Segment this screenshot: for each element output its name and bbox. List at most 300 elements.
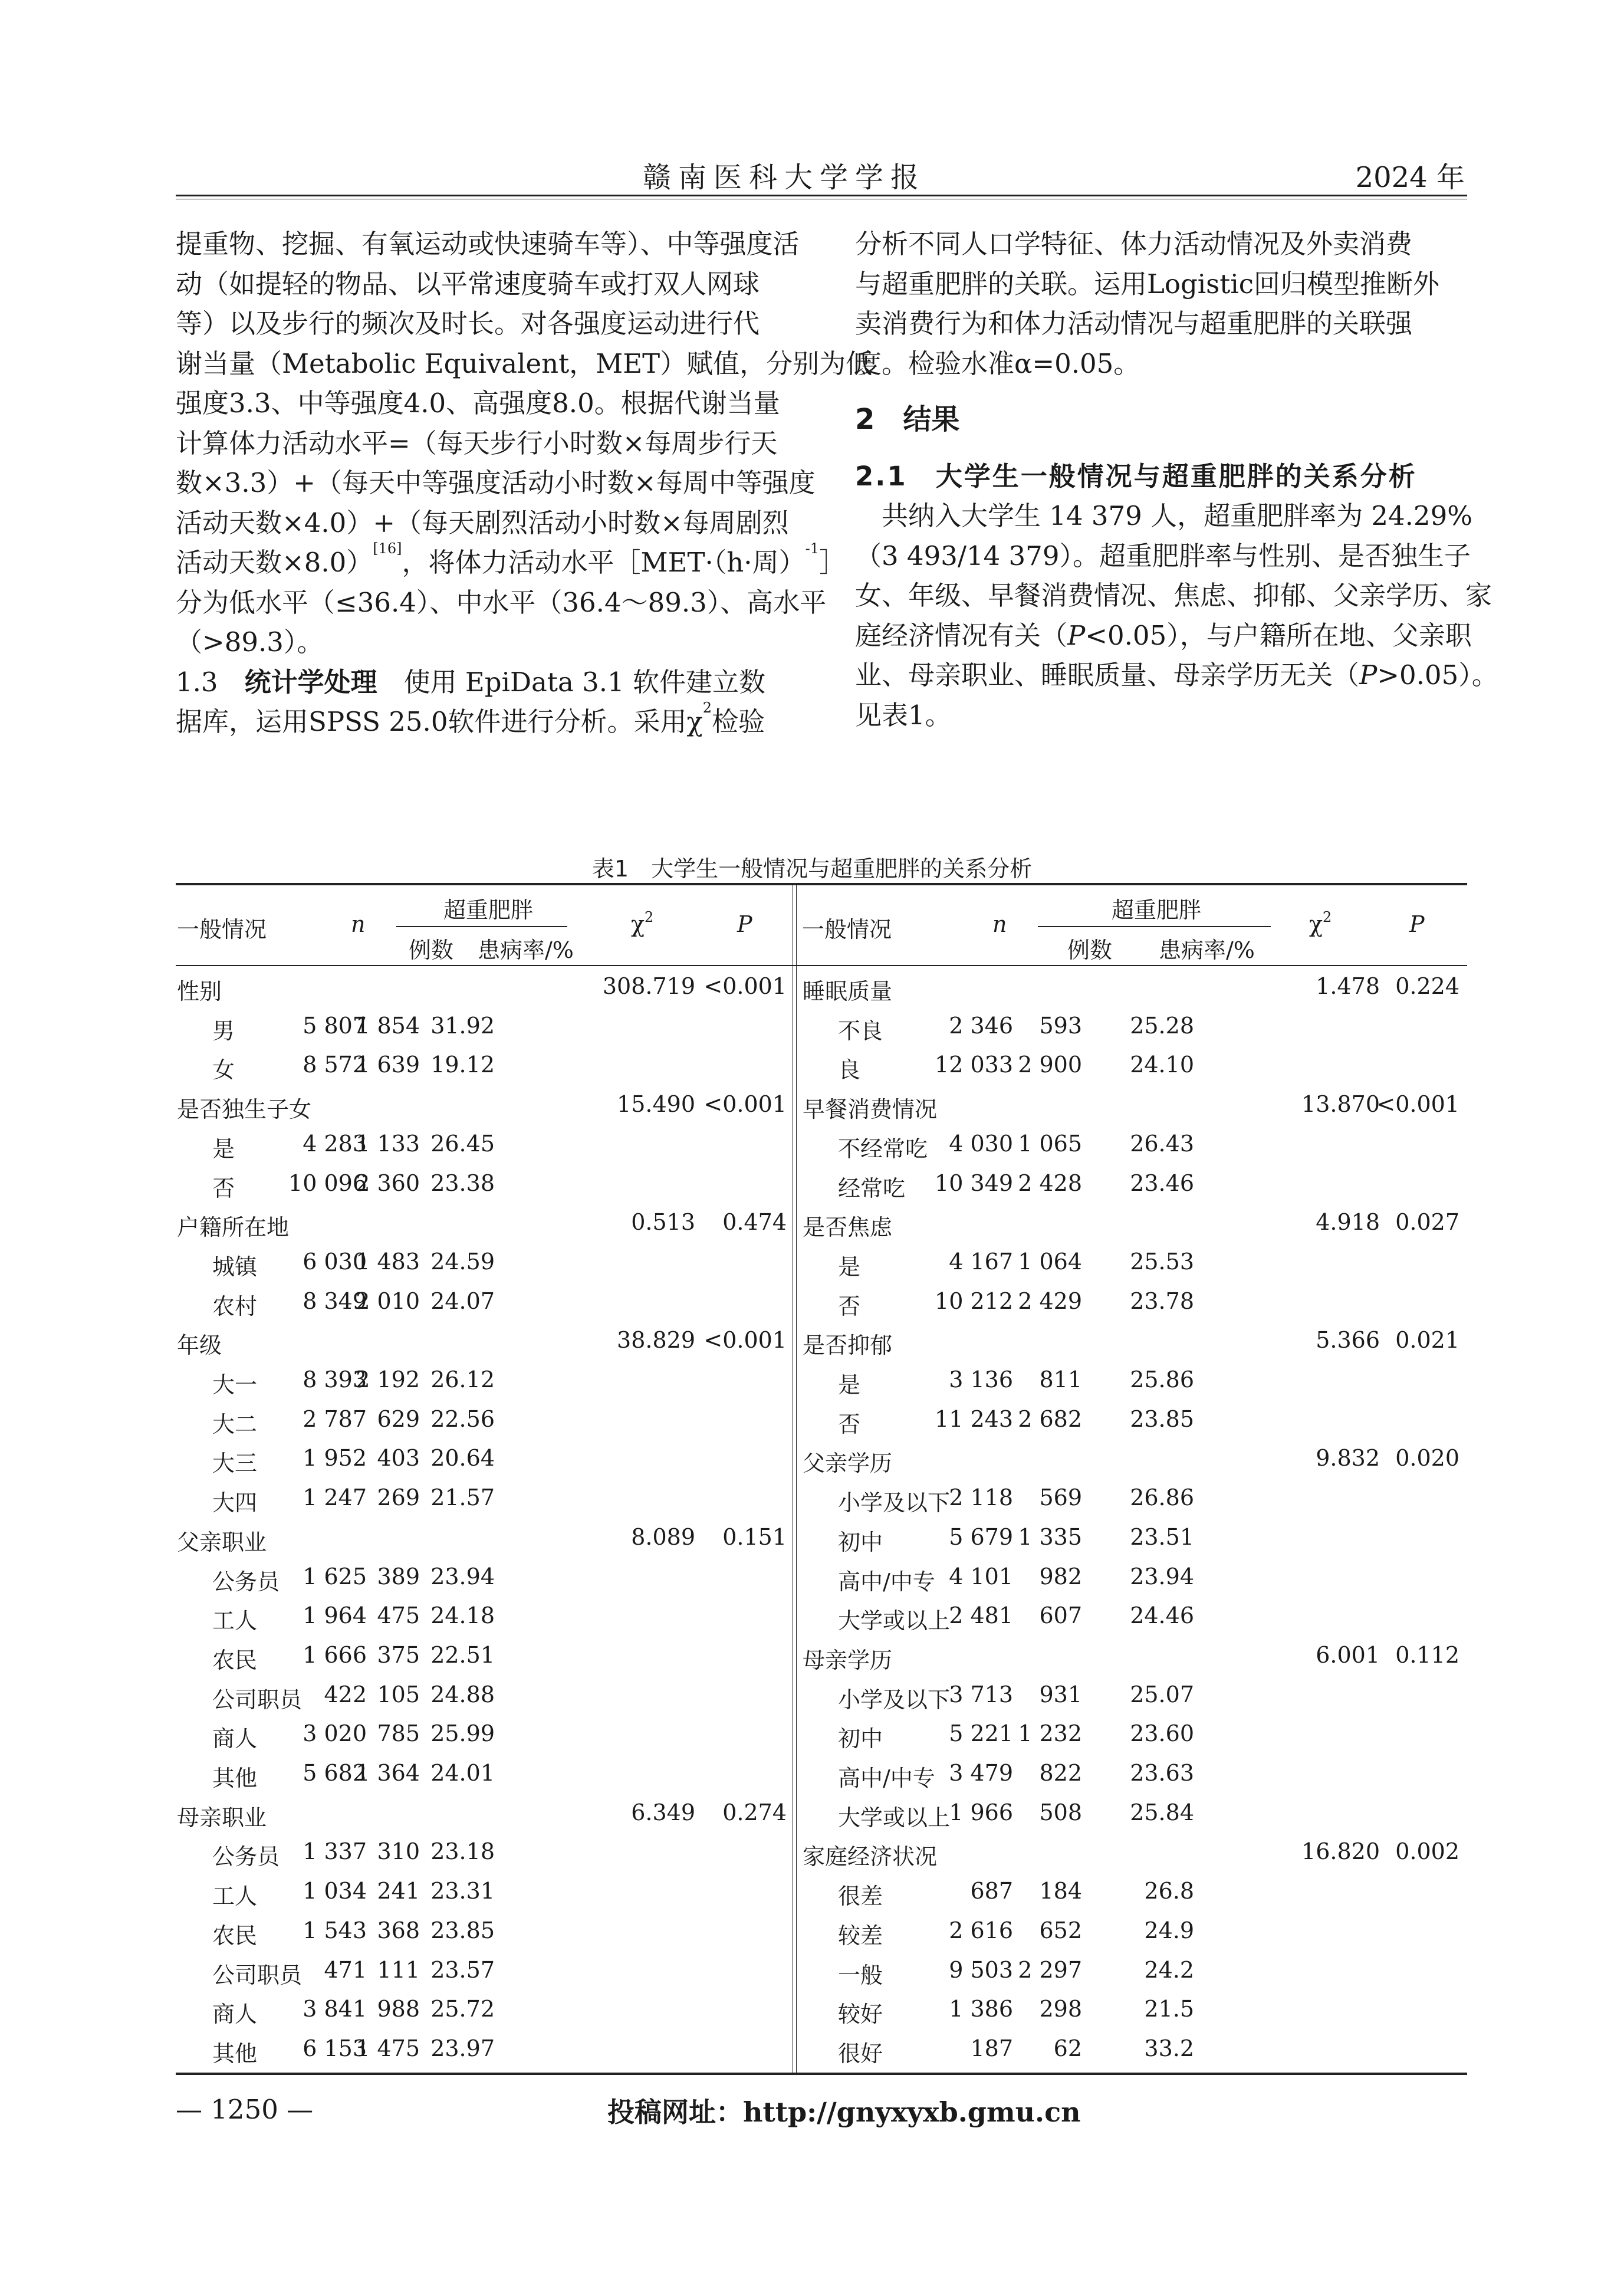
cell-rate: 23.31 xyxy=(430,1878,495,1904)
cell-count: 1 064 xyxy=(1018,1248,1082,1275)
table-row xyxy=(797,1362,1468,1401)
th-count-right: 例数 xyxy=(1067,937,1113,963)
cell-chi-square: 1.478 xyxy=(1316,973,1380,999)
th-general-right: 一般情况 xyxy=(802,917,892,943)
cell-p-value: 0.274 xyxy=(722,1799,787,1825)
cell-rate: 23.85 xyxy=(430,1917,495,1943)
text-segment: >0.05）。 xyxy=(1377,659,1498,691)
cell-rate: 25.28 xyxy=(1130,1012,1194,1039)
cell-n: 3 841 xyxy=(303,1996,367,2022)
row-label: 早餐消费情况 xyxy=(803,1096,938,1123)
table-bottom-rule xyxy=(176,2073,1467,2075)
row-label: 其他 xyxy=(212,2040,258,2067)
table-row xyxy=(797,1440,1468,1480)
submission-url: 投稿网址：http://gnyxyxb.gmu.cn xyxy=(607,2096,1081,2128)
cell-count: 1 335 xyxy=(1018,1523,1082,1550)
row-label: 是 xyxy=(838,1372,861,1398)
cell-rate: 23.46 xyxy=(1130,1170,1194,1196)
cell-count: 269 xyxy=(377,1485,420,1511)
group-rule-right xyxy=(1038,926,1271,927)
cell-rate: 26.86 xyxy=(1130,1485,1194,1511)
left-text-column xyxy=(176,224,873,742)
cell-count: 1 232 xyxy=(1018,1720,1082,1747)
cell-count: 2 297 xyxy=(1018,1956,1082,1983)
table-row xyxy=(176,2031,793,2070)
table-row xyxy=(797,1716,1468,1755)
cell-n: 10 212 xyxy=(935,1288,1013,1314)
section-1-3-line xyxy=(176,662,798,702)
cell-count: 2 682 xyxy=(1018,1406,1082,1432)
cell-n: 687 xyxy=(970,1878,1013,1904)
cell-n: 11 243 xyxy=(935,1406,1013,1432)
row-label: 不良 xyxy=(838,1017,883,1044)
cell-count: 1 364 xyxy=(356,1760,420,1786)
body-line: 活动天数×4.0）+（每天剧烈活动小时数×每周剧烈 xyxy=(176,507,789,538)
row-label: 工人 xyxy=(212,1883,258,1910)
table-row xyxy=(797,1283,1468,1323)
cell-count: 111 xyxy=(377,1956,420,1983)
body-line: 计算体力活动水平=（每天步行小时数×每周步行天 xyxy=(176,427,778,459)
text-segment: 据库，运用SPSS 25.0软件进行分析。采用χ xyxy=(176,706,703,737)
cell-rate: 21.5 xyxy=(1144,1996,1194,2022)
cell-n: 4 030 xyxy=(949,1130,1013,1157)
cell-rate: 31.92 xyxy=(430,1012,495,1039)
body-line: 分析不同人口学特征、体力活动情况及外卖消费 xyxy=(855,228,1413,260)
text-segment: 活动天数×8.0） xyxy=(176,547,373,578)
cell-n: 1 247 xyxy=(303,1485,367,1511)
row-label: 农民 xyxy=(212,1922,258,1949)
cell-count: 241 xyxy=(377,1878,420,1904)
cell-n: 1 543 xyxy=(303,1917,367,1943)
table-row xyxy=(176,1401,793,1441)
cell-n: 471 xyxy=(324,1956,367,1983)
row-label: 商人 xyxy=(212,1726,258,1752)
cell-n: 5 682 xyxy=(303,1760,367,1786)
cell-count: 988 xyxy=(377,1996,420,2022)
table-row xyxy=(176,1126,793,1165)
row-label: 较差 xyxy=(838,1922,883,1949)
cell-rate: 24.10 xyxy=(1130,1052,1194,1078)
cell-count: 2 192 xyxy=(356,1367,420,1393)
table-row xyxy=(797,1480,1468,1519)
cell-n: 1 034 xyxy=(303,1878,367,1904)
header-rule xyxy=(176,195,1467,196)
cell-p-value: 0.474 xyxy=(722,1209,787,1236)
cell-n: 1 625 xyxy=(303,1563,367,1590)
cell-n: 4 167 xyxy=(949,1248,1013,1275)
table-row xyxy=(797,1519,1468,1559)
row-label: 是否抑郁 xyxy=(803,1332,893,1359)
row-label: 其他 xyxy=(212,1765,258,1791)
row-label: 否 xyxy=(212,1175,235,1201)
cell-count: 2 428 xyxy=(1018,1170,1082,1196)
table-row xyxy=(176,1165,793,1205)
row-label: 商人 xyxy=(212,2001,258,2028)
body-line: 强度3.3、中等强度4.0、高强度8.0。根据代谢当量 xyxy=(176,388,780,419)
row-label: 父亲职业 xyxy=(177,1529,267,1555)
cell-count: 982 xyxy=(1039,1563,1082,1590)
cell-chi-square: 6.349 xyxy=(631,1799,695,1825)
row-label: 工人 xyxy=(212,1608,258,1634)
table-row xyxy=(797,1165,1468,1205)
row-label: 大学或以上 xyxy=(838,1608,951,1634)
table-row xyxy=(797,1401,1468,1441)
cell-n: 5 221 xyxy=(949,1720,1013,1747)
table-row xyxy=(176,1204,793,1244)
row-label: 户籍所在地 xyxy=(177,1214,290,1241)
cell-n: 1 966 xyxy=(949,1799,1013,1825)
cell-chi-square: 9.832 xyxy=(1316,1445,1380,1472)
table-row xyxy=(797,1755,1468,1795)
row-label: 是否独生子女 xyxy=(177,1096,312,1123)
cell-rate: 25.07 xyxy=(1130,1681,1194,1707)
table-row xyxy=(797,1991,1468,2031)
th-rate-left: 患病率/% xyxy=(478,937,574,963)
cell-rate: 24.2 xyxy=(1144,1956,1194,1983)
chi-symbol: χ xyxy=(1309,911,1323,937)
cell-n: 10 096 xyxy=(288,1170,367,1196)
cell-n: 2 346 xyxy=(949,1012,1013,1039)
cell-count: 1 065 xyxy=(1018,1130,1082,1157)
row-label: 农村 xyxy=(212,1293,258,1319)
body-line: 共纳入大学生 14 379 人，超重肥胖率为 24.29% xyxy=(882,500,1472,531)
body-line xyxy=(855,655,1498,695)
body-line: 卖消费行为和体力活动情况与超重肥胖的关联强 xyxy=(855,308,1413,339)
table-row xyxy=(176,1716,793,1755)
table-row xyxy=(176,1873,793,1913)
cell-count: 569 xyxy=(1039,1485,1082,1511)
body-line: 谢当量（Metabolic Equivalent，MET）赋值，分别为低 xyxy=(176,347,873,379)
cell-n: 5 807 xyxy=(303,1012,367,1039)
cell-chi-square: 8.089 xyxy=(631,1523,695,1550)
cell-count: 822 xyxy=(1039,1760,1082,1786)
table-row xyxy=(797,2031,1468,2070)
cell-count: 1 854 xyxy=(356,1012,420,1039)
th-n-right: n xyxy=(992,911,1007,937)
cell-n: 3 479 xyxy=(949,1760,1013,1786)
row-label: 高中/中专 xyxy=(838,1765,935,1791)
cell-n: 1 952 xyxy=(303,1445,367,1472)
body-line: 动（如提轻的物品、以平常速度骑车或打双人网球 xyxy=(176,268,760,300)
row-label: 良 xyxy=(838,1057,861,1083)
cell-p-value: <0.001 xyxy=(1376,1091,1459,1118)
cell-p-value: <0.001 xyxy=(703,973,787,999)
cell-rate: 23.94 xyxy=(1130,1563,1194,1590)
row-label: 一般 xyxy=(838,1962,883,1988)
row-label: 公司职员 xyxy=(212,1962,303,1988)
row-label: 很差 xyxy=(838,1883,883,1910)
table-top-rule xyxy=(176,883,1467,885)
table-row xyxy=(176,1519,793,1559)
cell-rate: 24.59 xyxy=(430,1248,495,1275)
table-row xyxy=(176,1952,793,1992)
cell-rate: 24.07 xyxy=(430,1288,495,1314)
row-label: 较好 xyxy=(838,2001,883,2028)
table-row xyxy=(176,1244,793,1283)
cell-rate: 25.72 xyxy=(430,1996,495,2022)
cell-rate: 21.57 xyxy=(430,1485,495,1511)
cell-count: 2 900 xyxy=(1018,1052,1082,1078)
cell-n: 8 393 xyxy=(303,1367,367,1393)
cell-rate: 25.53 xyxy=(1130,1248,1194,1275)
th-p-right: P xyxy=(1409,911,1425,937)
cell-count: 2 360 xyxy=(356,1170,420,1196)
cell-count: 2 010 xyxy=(356,1288,420,1314)
cell-rate: 26.45 xyxy=(430,1130,495,1157)
cell-n: 3 713 xyxy=(949,1681,1013,1707)
row-label: 不经常吃 xyxy=(838,1135,928,1162)
cell-p-value: 0.020 xyxy=(1395,1445,1459,1472)
citation-ref: [16] xyxy=(373,540,402,557)
p-symbol: P xyxy=(1359,659,1378,691)
unit-exponent: -1 xyxy=(805,540,819,557)
row-label: 男 xyxy=(212,1017,235,1044)
row-label: 年级 xyxy=(177,1332,222,1359)
row-label: 初中 xyxy=(838,1529,883,1555)
cell-count: 310 xyxy=(377,1838,420,1865)
cell-rate: 25.99 xyxy=(430,1720,495,1747)
table-row xyxy=(797,1834,1468,1873)
cell-rate: 24.88 xyxy=(430,1681,495,1707)
cell-count: 1 483 xyxy=(356,1248,420,1275)
cell-p-value: 0.224 xyxy=(1395,973,1459,999)
cell-p-value: <0.001 xyxy=(703,1091,787,1118)
cell-count: 375 xyxy=(377,1641,420,1668)
cell-count: 184 xyxy=(1039,1878,1082,1904)
cell-count: 811 xyxy=(1039,1367,1082,1393)
cell-rate: 23.38 xyxy=(430,1170,495,1196)
cell-rate: 33.2 xyxy=(1144,2035,1194,2061)
table-row xyxy=(797,968,1468,1008)
cell-rate: 23.57 xyxy=(430,1956,495,1983)
row-label: 是 xyxy=(838,1253,861,1280)
cell-rate: 24.46 xyxy=(1130,1602,1194,1629)
cell-chi-square: 0.513 xyxy=(631,1209,695,1236)
body-line: 女、年级、早餐消费情况、焦虑、抑郁、父亲学历、家 xyxy=(855,580,1492,611)
cell-rate: 23.94 xyxy=(430,1563,495,1590)
cell-chi-square: 4.918 xyxy=(1316,1209,1380,1236)
row-label: 母亲学历 xyxy=(803,1647,893,1673)
table-row xyxy=(797,1244,1468,1283)
cell-rate: 23.85 xyxy=(1130,1406,1194,1432)
table-row xyxy=(797,1598,1468,1637)
cell-p-value: 0.002 xyxy=(1395,1838,1459,1865)
th-n-left: n xyxy=(351,911,366,937)
text-segment: ，将体力活动水平［MET·（h·周） xyxy=(402,547,806,578)
table-row xyxy=(176,1559,793,1598)
body-line xyxy=(855,616,1472,656)
row-label: 性别 xyxy=(177,978,222,1004)
cell-count: 2 429 xyxy=(1018,1288,1082,1314)
table-row xyxy=(176,1283,793,1323)
table-row xyxy=(176,1047,793,1086)
cell-rate: 22.56 xyxy=(430,1406,495,1432)
cell-chi-square: 13.870 xyxy=(1301,1091,1380,1118)
row-label: 睡眠质量 xyxy=(803,978,893,1004)
cell-n: 10 349 xyxy=(935,1170,1013,1196)
cell-n: 2 616 xyxy=(949,1917,1013,1943)
cell-n: 187 xyxy=(970,2035,1013,2061)
cell-count: 105 xyxy=(377,1681,420,1707)
table-row xyxy=(797,1637,1468,1677)
row-label: 否 xyxy=(838,1411,861,1437)
cell-n: 1 337 xyxy=(303,1838,367,1865)
group-rule-left xyxy=(396,926,567,927)
text-segment: 业、母亲职业、睡眠质量、母亲学历无关（ xyxy=(855,659,1360,691)
cell-rate: 23.51 xyxy=(1130,1523,1194,1550)
row-label: 母亲职业 xyxy=(177,1804,267,1831)
cell-rate: 23.97 xyxy=(430,2035,495,2061)
th-chi-right xyxy=(1309,911,1332,937)
cell-n: 2 787 xyxy=(303,1406,367,1432)
table-row xyxy=(176,1480,793,1519)
body-line: （>89.3）。 xyxy=(176,626,324,658)
row-label: 很好 xyxy=(838,2040,883,2067)
right-text-column xyxy=(855,224,1498,735)
cell-rate: 23.78 xyxy=(1130,1288,1194,1314)
body-line: （3 493/14 379）。超重肥胖率与性别、是否独生子 xyxy=(855,540,1471,572)
cell-rate: 25.86 xyxy=(1130,1367,1194,1393)
table-header-rule xyxy=(176,965,1467,966)
cell-count: 475 xyxy=(377,1602,420,1629)
cell-n: 2 481 xyxy=(949,1602,1013,1629)
cell-rate: 24.18 xyxy=(430,1602,495,1629)
cell-p-value: <0.001 xyxy=(703,1327,787,1354)
cell-count: 403 xyxy=(377,1445,420,1472)
row-label: 公司职员 xyxy=(212,1686,303,1713)
text-segment: 使用 EpiData 3.1 软件建立数 xyxy=(403,666,765,698)
row-label: 城镇 xyxy=(212,1253,258,1280)
cell-n: 3 020 xyxy=(303,1720,367,1747)
table-row xyxy=(176,1637,793,1677)
row-label: 高中/中专 xyxy=(838,1568,935,1595)
cell-p-value: 0.021 xyxy=(1395,1327,1459,1354)
table-row xyxy=(176,1598,793,1637)
cell-count: 62 xyxy=(1053,2035,1082,2061)
table-row xyxy=(176,1677,793,1716)
chi-exponent: 2 xyxy=(702,700,712,716)
table-row xyxy=(797,1086,1468,1126)
cell-rate: 24.01 xyxy=(430,1760,495,1786)
cell-n: 1 666 xyxy=(303,1641,367,1668)
cell-rate: 20.64 xyxy=(430,1445,495,1472)
section-2-1-heading: 2.1 大学生一般情况与超重肥胖的关系分析 xyxy=(855,460,1417,492)
text-segment: 庭经济情况有关（ xyxy=(855,619,1068,651)
row-label: 大三 xyxy=(212,1450,258,1477)
table-row xyxy=(797,1204,1468,1244)
table-row xyxy=(797,1677,1468,1716)
cell-count: 1 133 xyxy=(356,1130,420,1157)
table-row xyxy=(176,1795,793,1834)
table-row xyxy=(176,1991,793,2031)
table-row xyxy=(797,1913,1468,1952)
cell-chi-square: 38.829 xyxy=(617,1327,695,1354)
row-label: 农民 xyxy=(212,1647,258,1673)
cell-p-value: 0.027 xyxy=(1395,1209,1459,1236)
body-line-with-ref xyxy=(176,540,846,583)
body-line: 数×3.3）+（每天中等强度活动小时数×每周中等强度 xyxy=(176,467,816,498)
row-label: 小学及以下 xyxy=(838,1686,951,1713)
row-label: 大四 xyxy=(212,1490,258,1516)
cell-count: 298 xyxy=(1039,1996,1082,2022)
row-label: 大学或以上 xyxy=(838,1804,951,1831)
body-line: 与超重肥胖的关联。运用Logistic回归模型推断外 xyxy=(855,268,1439,300)
chi-exponent: 2 xyxy=(645,909,654,925)
row-label: 女 xyxy=(212,1057,235,1083)
row-label: 小学及以下 xyxy=(838,1490,951,1516)
cell-count: 785 xyxy=(377,1720,420,1747)
table-caption: 表1 大学生一般情况与超重肥胖的关系分析 xyxy=(591,856,1033,882)
text-segment: 检验 xyxy=(712,706,765,737)
cell-n: 3 136 xyxy=(949,1367,1013,1393)
table-row xyxy=(797,1952,1468,1992)
th-p-left: P xyxy=(737,911,752,937)
row-label: 初中 xyxy=(838,1726,883,1752)
body-line: 见表1。 xyxy=(855,699,952,731)
row-label: 大一 xyxy=(212,1372,258,1398)
cell-n: 9 503 xyxy=(949,1956,1013,1983)
cell-count: 1 475 xyxy=(356,2035,420,2061)
body-line: 度。检验水准α=0.05。 xyxy=(855,347,1140,379)
cell-n: 8 572 xyxy=(303,1052,367,1078)
cell-count: 652 xyxy=(1039,1917,1082,1943)
table-row xyxy=(176,1322,793,1362)
table-row xyxy=(176,1008,793,1047)
row-label: 否 xyxy=(838,1293,861,1319)
body-line: 提重物、挖掘、有氧运动或快速骑车等）、中等强度活 xyxy=(176,228,800,260)
table-row xyxy=(176,1834,793,1873)
cell-count: 368 xyxy=(377,1917,420,1943)
row-label: 公务员 xyxy=(212,1568,280,1595)
table-row xyxy=(797,1126,1468,1165)
cell-rate: 22.51 xyxy=(430,1641,495,1668)
th-group-right: 超重肥胖 xyxy=(1112,897,1202,923)
cell-rate: 23.18 xyxy=(430,1838,495,1865)
cell-count: 389 xyxy=(377,1563,420,1590)
row-label: 公务员 xyxy=(212,1844,280,1870)
cell-n: 8 349 xyxy=(303,1288,367,1314)
cell-n: 1 386 xyxy=(949,1996,1013,2022)
body-line: 分为低水平（≤36.4）、中水平（36.4～89.3）、高水平 xyxy=(176,586,827,618)
text-segment: <0.05），与户籍所在地、父亲职 xyxy=(1085,619,1472,651)
table-row xyxy=(797,1873,1468,1913)
table-row xyxy=(176,968,793,1008)
cell-chi-square: 5.366 xyxy=(1316,1327,1380,1354)
th-chi-left xyxy=(631,911,653,937)
th-general-left: 一般情况 xyxy=(177,917,267,943)
body-line: 等）以及步行的频次及时长。对各强度运动进行代 xyxy=(176,308,760,339)
cell-count: 629 xyxy=(377,1406,420,1432)
cell-n: 5 679 xyxy=(949,1523,1013,1550)
cell-n: 422 xyxy=(324,1681,367,1707)
table-row xyxy=(797,1047,1468,1086)
cell-p-value: 0.112 xyxy=(1395,1641,1459,1668)
cell-rate: 26.8 xyxy=(1144,1878,1194,1904)
cell-n: 2 118 xyxy=(949,1485,1013,1511)
cell-n: 6 030 xyxy=(303,1248,367,1275)
th-rate-right: 患病率/% xyxy=(1159,937,1255,963)
table-row xyxy=(176,1086,793,1126)
cell-rate: 23.60 xyxy=(1130,1720,1194,1747)
cell-count: 593 xyxy=(1039,1012,1082,1039)
row-label: 大二 xyxy=(212,1411,258,1437)
th-group-left: 超重肥胖 xyxy=(443,897,534,923)
chi-symbol: χ xyxy=(631,911,645,937)
table-row xyxy=(797,1559,1468,1598)
row-label: 家庭经济状况 xyxy=(803,1844,938,1870)
table-row xyxy=(176,1440,793,1480)
cell-rate: 23.63 xyxy=(1130,1760,1194,1786)
